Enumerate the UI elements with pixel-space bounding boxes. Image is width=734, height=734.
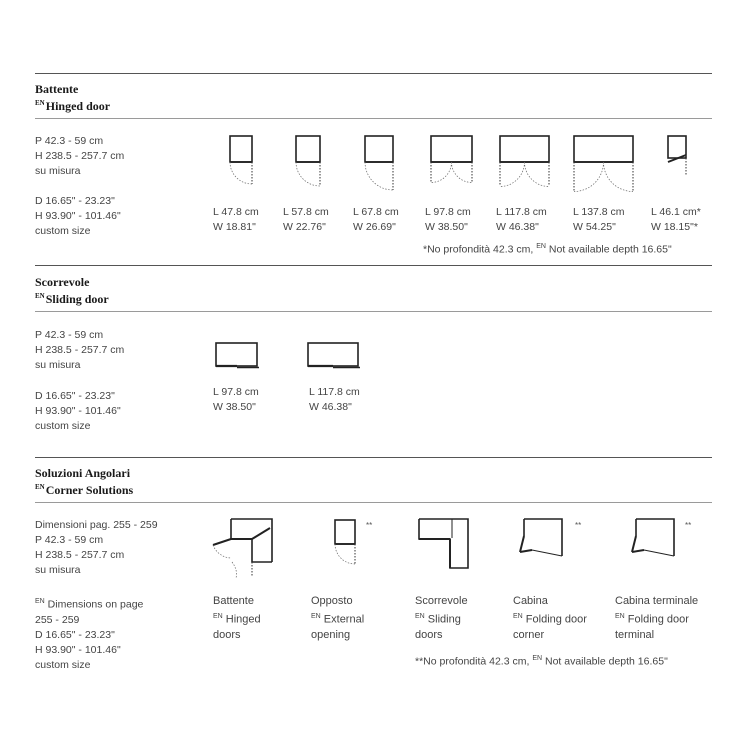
hinged-spec-it [35, 134, 124, 179]
dim-w: W 46.38" [496, 221, 539, 233]
corner-spec-en [35, 594, 144, 671]
double-asterisk-mark: ** [366, 521, 373, 530]
spec-line: Dimensions on page [47, 598, 144, 611]
hinged-title [35, 82, 110, 113]
spec-line: custom size [35, 225, 91, 237]
dim-l: L 137.8 cm [573, 206, 625, 218]
label-en: Hinged [225, 613, 261, 626]
spec-line: H 93.90" - 101.46" [35, 643, 121, 656]
corner-label-folding [513, 594, 587, 643]
double-asterisk-mark: ** [685, 521, 692, 530]
spec-line: Dimensioni pag. 255 - 259 [35, 519, 158, 531]
note-en: Not available depth 16.65" [544, 655, 668, 668]
spec-line: custom size [35, 658, 91, 671]
label-en: terminal [615, 628, 655, 641]
sliding-top-rule [35, 265, 712, 266]
spec-line: su misura [35, 564, 81, 576]
dim-l: L 46.1 cm* [651, 206, 701, 218]
spec-line: H 238.5 - 257.7 cm [35, 344, 125, 356]
dim-l: L 97.8 cm [213, 386, 259, 398]
dim-l: L 117.8 cm [496, 206, 547, 218]
label-en: doors [213, 628, 241, 641]
dim-w: W 26.69" [353, 221, 396, 233]
corner-top-rule [35, 457, 712, 458]
note-en: Not available depth 16.65" [548, 243, 672, 256]
label-en: corner [513, 628, 545, 641]
label-en: Sliding [427, 613, 461, 626]
corner-label-sliding [415, 594, 468, 643]
hinged-double-door-diagram [573, 136, 635, 194]
hinged-dim-3 [353, 205, 399, 235]
spec-line: custom size [35, 420, 91, 432]
corner-footnote [415, 655, 668, 668]
en-tag: EN [311, 613, 321, 620]
sliding-title [35, 275, 109, 306]
hinged-single-door-diagram [364, 136, 396, 192]
hinged-single-door-diagram [295, 136, 323, 188]
spec-line: su misura [35, 359, 81, 371]
corner-title-it: Soluzioni Angolari [35, 466, 131, 480]
corner-title-rule [35, 502, 712, 503]
en-tag: EN [35, 292, 45, 300]
label-en: External [323, 613, 365, 626]
sliding-spec-it [35, 328, 124, 373]
corner-title-en: Corner Solutions [45, 483, 134, 497]
hinged-single-door-diagram [229, 136, 255, 186]
hinged-angled-door-diagram [667, 136, 691, 180]
note-it: *No profondità 42.3 cm, [423, 243, 534, 256]
spec-line: D 16.65" - 23.23" [35, 628, 115, 641]
en-tag: EN [532, 655, 543, 662]
label-en: doors [415, 628, 443, 641]
corner-external-opening-diagram [334, 519, 358, 569]
label-it: Scorrevole [415, 595, 468, 607]
corner-label-folding-terminal [615, 594, 698, 643]
spec-line: D 16.65" - 23.23" [35, 195, 115, 207]
hinged-double-door-diagram [430, 136, 474, 186]
double-asterisk-mark: ** [575, 521, 582, 530]
corner-spec-it [35, 518, 158, 578]
dim-w: W 38.50" [425, 221, 468, 233]
spec-line: 255 - 259 [35, 613, 80, 626]
label-it: Cabina [513, 595, 548, 607]
label-en: opening [311, 628, 351, 641]
label-it: Opposto [311, 595, 353, 607]
en-tag: EN [35, 598, 45, 605]
corner-hinged-diagram [212, 518, 276, 580]
dim-w: W 38.50" [213, 401, 256, 413]
sliding-door-diagram [307, 342, 363, 370]
hinged-dim-4 [425, 205, 471, 235]
hinged-title-en: Hinged door [45, 99, 111, 113]
spec-line: D 16.65" - 23.23" [35, 390, 115, 402]
sliding-title-it: Scorrevole [35, 275, 90, 289]
hinged-spec-en [35, 194, 121, 239]
hinged-dim-5 [496, 205, 547, 235]
dim-l: L 47.8 cm [213, 206, 259, 218]
corner-label-hinged [213, 594, 261, 643]
spec-line: P 42.3 - 59 cm [35, 534, 104, 546]
hinged-title-rule [35, 118, 712, 119]
corner-label-external [311, 594, 364, 643]
spec-line: H 93.90" - 101.46" [35, 210, 121, 222]
hinged-dim-2 [283, 205, 329, 235]
dim-w: W 18.81" [213, 221, 256, 233]
dim-w: W 18.15"* [651, 221, 698, 233]
dim-l: L 117.8 cm [309, 386, 360, 398]
corner-folding-diagram [518, 518, 566, 562]
label-en: Folding door [525, 613, 587, 626]
en-tag: EN [213, 613, 223, 620]
dim-l: L 57.8 cm [283, 206, 329, 218]
dim-l: L 97.8 cm [425, 206, 471, 218]
sliding-title-en: Sliding door [45, 292, 109, 306]
label-it: Cabina terminale [615, 595, 699, 607]
spec-line: P 42.3 - 59 cm [35, 329, 104, 341]
sliding-title-rule [35, 311, 712, 312]
en-tag: EN [35, 483, 45, 491]
dim-w: W 22.76" [283, 221, 326, 233]
label-it: Battente [213, 595, 254, 607]
dim-w: W 46.38" [309, 401, 352, 413]
en-tag: EN [536, 243, 546, 250]
hinged-dim-7 [651, 205, 701, 235]
hinged-dim-6 [573, 205, 625, 235]
en-tag: EN [415, 613, 425, 620]
spec-line: H 238.5 - 257.7 cm [35, 150, 125, 162]
spec-line: P 42.3 - 59 cm [35, 135, 104, 147]
sliding-dim-1 [213, 385, 259, 415]
note-it: **No profondità 42.3 cm, [415, 655, 530, 668]
label-en: Folding door [627, 613, 689, 626]
spec-line: su misura [35, 165, 81, 177]
hinged-title-it: Battente [35, 82, 79, 96]
corner-sliding-diagram [418, 518, 472, 572]
en-tag: EN [615, 613, 625, 620]
sliding-dim-2 [309, 385, 360, 415]
section-top-rule [35, 73, 712, 74]
sliding-door-diagram [215, 342, 261, 370]
corner-title [35, 466, 133, 497]
dim-w: W 54.25" [573, 221, 616, 233]
spec-line: H 93.90" - 101.46" [35, 405, 121, 417]
hinged-dim-1 [213, 205, 259, 235]
hinged-footnote [423, 243, 672, 256]
en-tag: EN [513, 613, 523, 620]
dim-l: L 67.8 cm [353, 206, 399, 218]
spec-line: H 238.5 - 257.7 cm [35, 549, 125, 561]
en-tag: EN [35, 99, 45, 107]
hinged-double-door-diagram [499, 136, 551, 190]
sliding-spec-en [35, 389, 121, 434]
corner-folding-terminal-diagram [630, 518, 680, 562]
